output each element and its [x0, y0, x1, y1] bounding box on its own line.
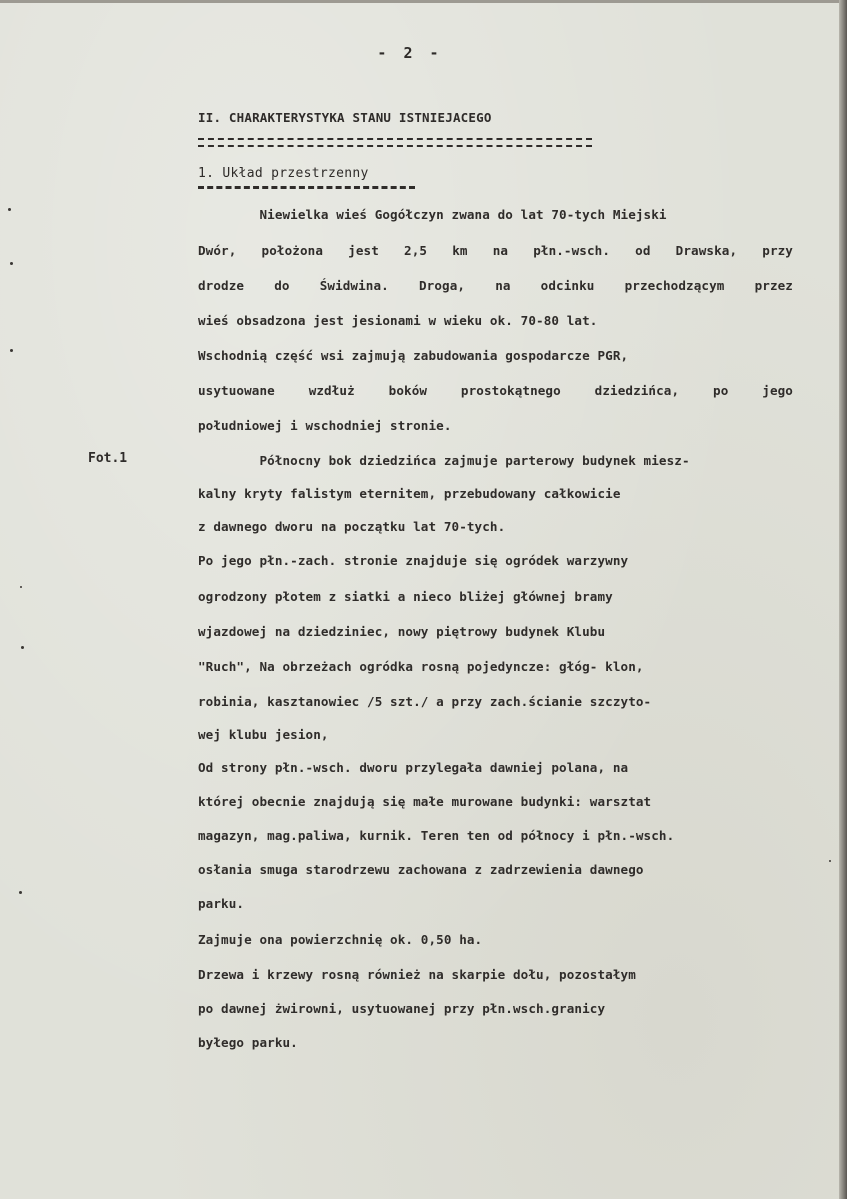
body-line: drodze do Świdwina. Droga, na odcinku przechodzącym przez: [198, 278, 793, 293]
margin-speck: [829, 860, 831, 862]
margin-speck: [20, 586, 22, 588]
body-line: osłania smuga starodrzewu zachowana z zadrzewienia dawnego: [198, 862, 644, 877]
body-line: Od strony płn.-wsch. dworu przylegała dawniej polana, na: [198, 760, 629, 775]
margin-speck: [10, 262, 13, 265]
body-line: której obecnie znajdują się małe murowane budynki: warsztat: [198, 794, 652, 809]
heading-double-underline: [198, 138, 592, 147]
body-line: Dwór, położona jest 2,5 km na płn.-wsch. od Drawska, przy: [198, 243, 793, 258]
body-line: "Ruch", Na obrzeżach ogródka rosną pojedyncze: głóg- klon,: [198, 659, 644, 674]
body-line: wieś obsadzona jest jesionami w wieku ok. 70-80 lat.: [198, 313, 598, 328]
body-line: Drzewa i krzewy rosną również na skarpie dołu, pozostałym: [198, 967, 636, 982]
body-line: Północny bok dziedzińca zajmuje parterowy budynek miesz-: [198, 453, 690, 468]
body-line: ogrodzony płotem z siatki a nieco bliżej głównej bramy: [198, 589, 613, 604]
body-line: byłego parku.: [198, 1035, 298, 1050]
margin-speck: [10, 349, 13, 352]
body-line: południowej i wschodniej stronie.: [198, 418, 452, 433]
body-line: Zajmuje ona powierzchnię ok. 0,50 ha.: [198, 932, 483, 947]
margin-speck: [19, 891, 22, 894]
body-line: wjazdowej na dziedziniec, nowy piętrowy budynek Klubu: [198, 624, 606, 639]
margin-speck: [8, 208, 11, 211]
page-top-edge: [0, 0, 847, 3]
body-line: kalny kryty falistym eternitem, przebudowany całkowicie: [198, 486, 621, 501]
body-line: po dawnej żwirowni, usytuowanej przy płn.wsch.granicy: [198, 1001, 606, 1016]
body-line: parku.: [198, 896, 245, 911]
body-line: z dawnego dworu na początku lat 70-tych.: [198, 519, 506, 534]
subsection-heading: 1. Układ przestrzenny: [198, 166, 369, 181]
page-number: - 2 -: [377, 44, 443, 62]
body-line: robinia, kasztanowiec /5 szt./ a przy zach.ścianie szczyto-: [198, 694, 652, 709]
subheading-underline: [198, 186, 415, 189]
section-heading: II. CHARAKTERYSTYKA STANU ISTNIEJACEGO: [198, 110, 492, 125]
body-line: wej klubu jesion,: [198, 727, 329, 742]
photo-reference-note: Fot.1: [88, 451, 128, 466]
body-line: Wschodnią część wsi zajmują zabudowania gospodarcze PGR,: [198, 348, 629, 363]
body-line: usytuowane wzdłuż boków prostokątnego dziedzińca, po jego: [198, 383, 793, 398]
body-line: Po jego płn.-zach. stronie znajduje się ogródek warzywny: [198, 553, 629, 568]
page-right-edge: [839, 0, 847, 1199]
margin-speck: [21, 646, 24, 649]
body-line: Niewielka wieś Gogółczyn zwana do lat 70-tych Miejski: [198, 207, 667, 222]
body-line: magazyn, mag.paliwa, kurnik. Teren ten od północy i płn.-wsch.: [198, 828, 675, 843]
